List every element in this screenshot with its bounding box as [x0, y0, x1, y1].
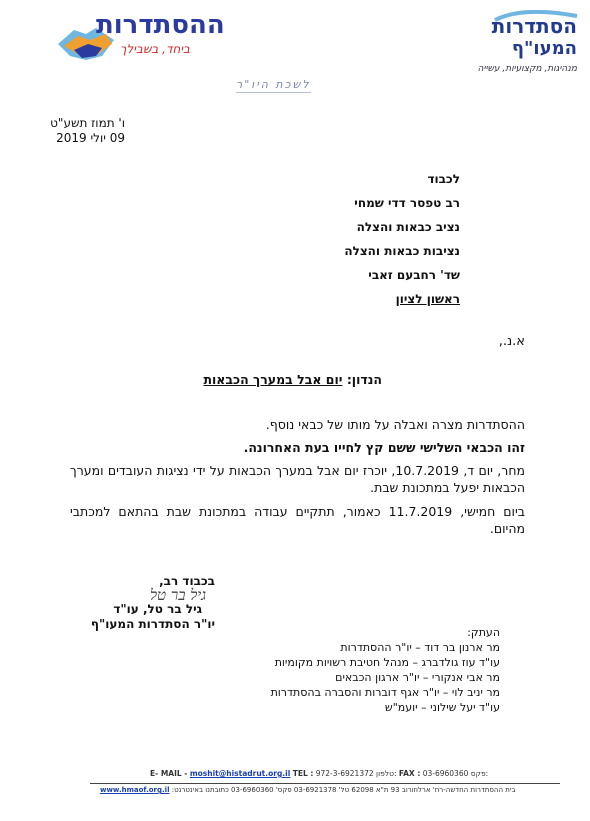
left-logo-title: ההסתדרות: [96, 10, 225, 40]
histadrut-logo: [56, 10, 236, 72]
subject-label: הנדון:: [346, 372, 382, 387]
signature-title: יו"ר הסתדרות המעו"ף: [90, 617, 215, 631]
greeting: א.נ.,: [498, 334, 525, 349]
left-logo-slogan: ביחד, בשבילך: [120, 42, 190, 56]
subject-text: יום אבל במערך הכבאות: [203, 372, 343, 387]
email-link[interactable]: moshit@histadrut.org.il: [189, 769, 291, 778]
fax-label-he: פקס:: [470, 769, 489, 778]
footer-address: בית ההסתדרות החדשה-רח' ארלוזורוב 93 ת"א 62098 טל' 03-6921378 פקס' 03-6960360 כתובתנו באינטרנט:: [171, 786, 516, 794]
right-logo-line2: המעו"ף: [511, 38, 577, 59]
email-label: E- MAIL -: [150, 769, 188, 778]
tel-label-he: טלפון:: [376, 769, 397, 778]
copy-recipient: מר ארנון בר דוד – יו"ר ההסתדרות: [340, 641, 500, 654]
signature-closing: בכבוד רב,: [159, 574, 215, 588]
recipient-line: נציב כבאות והצלה: [356, 220, 460, 234]
recipient-city: ראשון לציון: [395, 292, 460, 306]
subject-line: [203, 372, 382, 387]
recipient-line: רב טפסר דדי שמחי: [354, 196, 460, 210]
signature-name: גיל בר טל, עו"ד: [113, 602, 202, 616]
footer-address-line: [100, 786, 516, 794]
handwritten-signature: גיל בר טל: [150, 586, 207, 604]
right-logo-tagline: מנהיגות, מקצועיות, עשייה: [477, 64, 577, 74]
footer-contact: [150, 769, 488, 778]
tel-label: TEL :: [292, 769, 314, 778]
copy-recipient: עו"ד יעל שילוני – יועמ"ש: [384, 701, 500, 714]
recipient-line: שד' רחבעם זאבי: [368, 268, 460, 282]
gregorian-date: 09 יולי 2019: [56, 131, 125, 145]
tel-number: 972-3-6921372: [315, 769, 374, 778]
copy-recipient: עו"ד עוז גולדברג – מנהל חטיבת רשויות מקומיות: [274, 656, 500, 669]
body-paragraph-1: ההסתדרות מצרה ואבלה על מותו של כבאי נוסף.: [265, 417, 525, 432]
recipient-line: לכבוד: [427, 172, 460, 186]
copy-recipient: מר יניב לוי – יו"ר אגף דוברות והסברה בהסתדרות: [270, 686, 500, 699]
recipient-line: נציבות כבאות והצלה: [344, 244, 460, 258]
copy-recipient: מר אבי אנקורי – יו"ר ארגון הכבאים: [335, 671, 500, 684]
footer-divider: [90, 783, 560, 784]
office-label: לשכת היו"ר: [236, 78, 311, 91]
hebrew-date: ו' תמוז תשע"ט: [50, 116, 125, 130]
website-link[interactable]: www.hmaof.org.il: [100, 786, 170, 794]
body-paragraph-2: זהו הכבאי השלישי ששם קץ לחייו בעת האחרונה.: [243, 440, 525, 455]
body-paragraph-3: מחר, יום ד, 10.7.2019, יוכרז יום אבל במערך הכבאות על ידי נציגות העובדים ומערך הכבאות יפעל במתכונת שבת.: [70, 463, 525, 495]
fax-label: FAX :: [398, 769, 421, 778]
right-logo-line1: הסתדרות: [491, 14, 577, 38]
hamaof-logo: [445, 14, 577, 74]
fax-number: 03-6960360: [422, 769, 469, 778]
body-paragraph-4: ביום חמישי, 11.7.2019 כאמור, תתקיים עבודה במתכונת שבת בהתאם למכתבי מהיום.: [70, 504, 525, 536]
copies-label: העתק:: [467, 626, 500, 639]
